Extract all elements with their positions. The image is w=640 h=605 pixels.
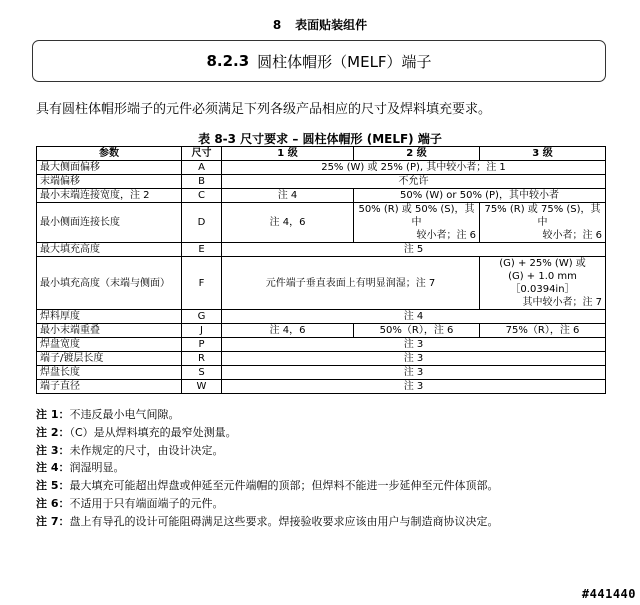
param-cell: 最大填充高度 [37,243,182,257]
param-cell: 端子/镀层长度 [37,352,182,366]
dim-cell: A [182,161,222,175]
table-title: 表 8-3 尺寸要求 – 圆柱体帽形 (MELF) 端子 [198,132,442,146]
note-item [36,442,498,460]
note-text: 盘上有导孔的设计可能阻碍满足这些要求。焊接验收要求应该由用户与制造商协议决定。 [69,514,499,528]
dim-cell: P [182,338,222,352]
value-cell: 注 4 [222,310,606,324]
dim-cell: W [182,380,222,394]
requirements-table [36,146,606,394]
param-cell: 焊盘长度 [37,366,182,380]
value-cell: 注 3 [222,380,606,394]
dim-cell: E [182,243,222,257]
note-item [36,513,498,531]
table-row [37,203,606,243]
chapter-number: 8 [272,18,282,32]
param-cell: 焊盘宽度 [37,338,182,352]
cell-line: 较小者；注 6 [542,230,602,241]
header-class1: 1 级 [222,147,354,161]
note-label: 注 7： [36,514,70,528]
param-cell: 末端偏移 [37,175,182,189]
dim-cell: J [182,324,222,338]
note-item [36,495,498,513]
value-cell [480,203,606,243]
value-cell: 注 4，6 [222,203,354,243]
note-item [36,406,498,424]
note-text: 不适用于只有端面端子的元件。 [69,496,224,510]
note-item [36,459,498,477]
note-label: 注 5： [36,479,70,493]
cell-line: 较小者；注 6 [416,230,476,241]
note-label: 注 1： [36,408,70,421]
table-row [37,175,606,189]
value-cell: 注 3 [222,366,606,380]
section-title: 圆柱体帽形（MELF）端子 [257,52,432,71]
cell-line: 50% (R) 或 50% (S)，其中 [358,204,475,228]
value-cell: 50%（R），注 6 [354,324,480,338]
cell-line: 75% (R) 或 75% (S)，其中 [484,204,601,228]
intro-paragraph: 具有圆柱体帽形端子的元件必须满足下列各级产品相应的尺寸及焊料填充要求。 [36,102,492,117]
note-text: 最大填充可能超出焊盘或伸延至元件端帽的顶部；但焊料不能进一步延伸至元件体顶部。 [69,479,499,493]
header-class3: 3 级 [480,147,606,161]
param-cell: 焊料厚度 [37,310,182,324]
value-cell [354,203,480,243]
notes-list [36,406,498,531]
table-row [37,257,606,310]
value-cell: 注 4 [222,189,354,203]
value-cell: 50% (W) or 50% (P)，其中较小者 [354,189,606,203]
table-row [37,338,606,352]
param-cell: 最小末端重叠 [37,324,182,338]
chapter-title: 表面贴装组件 [295,18,368,32]
note-text: 润湿明显。 [69,461,125,475]
note-item [36,424,498,442]
dim-cell: G [182,310,222,324]
note-item [36,477,498,495]
value-cell: 注 3 [222,352,606,366]
param-cell: 最小末端连接宽度，注 2 [37,189,182,203]
table-row [37,324,606,338]
note-label: 注 3： [36,443,70,457]
cell-line: (G) + 25% (W) 或 [499,258,586,269]
dim-cell: R [182,352,222,366]
dim-cell: D [182,203,222,243]
note-label: 注 2： [36,425,70,439]
param-cell: 最小填充高度（末端与侧面） [37,257,182,310]
table-header-row [37,147,606,161]
table-row [37,310,606,324]
chapter-header [0,16,640,33]
value-cell: 不允许 [222,175,606,189]
table-row [37,366,606,380]
dim-cell: C [182,189,222,203]
note-text: （C）是从焊料填充的最窄处测量。 [69,425,237,439]
param-cell: 最小侧面连接长度 [37,203,182,243]
table-row [37,161,606,175]
table-row [37,243,606,257]
value-cell: 25% (W) 或 25% (P), 其中较小者；注 1 [222,161,606,175]
value-cell: 注 4，6 [222,324,354,338]
table-row [37,380,606,394]
dim-cell: B [182,175,222,189]
section-title-box [32,40,606,82]
value-cell: 元件端子垂直表面上有明显润湿；注 7 [222,257,480,310]
note-label: 注 4： [36,461,70,475]
table-row [37,189,606,203]
cell-line: 其中较小者；注 7 [522,297,602,308]
dim-cell: F [182,257,222,310]
value-cell: 注 3 [222,338,606,352]
cell-line: (G) + 1.0 mm［0.0394in］ [508,271,577,295]
header-param: 参数 [37,147,182,161]
note-label: 注 6： [36,496,70,510]
note-text: 不违反最小电气间隙。 [69,408,180,421]
value-cell: 75%（R），注 6 [480,324,606,338]
param-cell: 端子直径 [37,380,182,394]
value-cell [480,257,606,310]
note-text: 未作规定的尺寸，由设计决定。 [69,443,224,457]
document-id-stamp: #441440 [581,587,636,601]
param-cell: 最大侧面偏移 [37,161,182,175]
value-cell: 注 5 [222,243,606,257]
header-class2: 2 级 [354,147,480,161]
table-row [37,352,606,366]
section-number: 8.2.3 [206,52,250,70]
header-dim: 尺寸 [182,147,222,161]
dim-cell: S [182,366,222,380]
